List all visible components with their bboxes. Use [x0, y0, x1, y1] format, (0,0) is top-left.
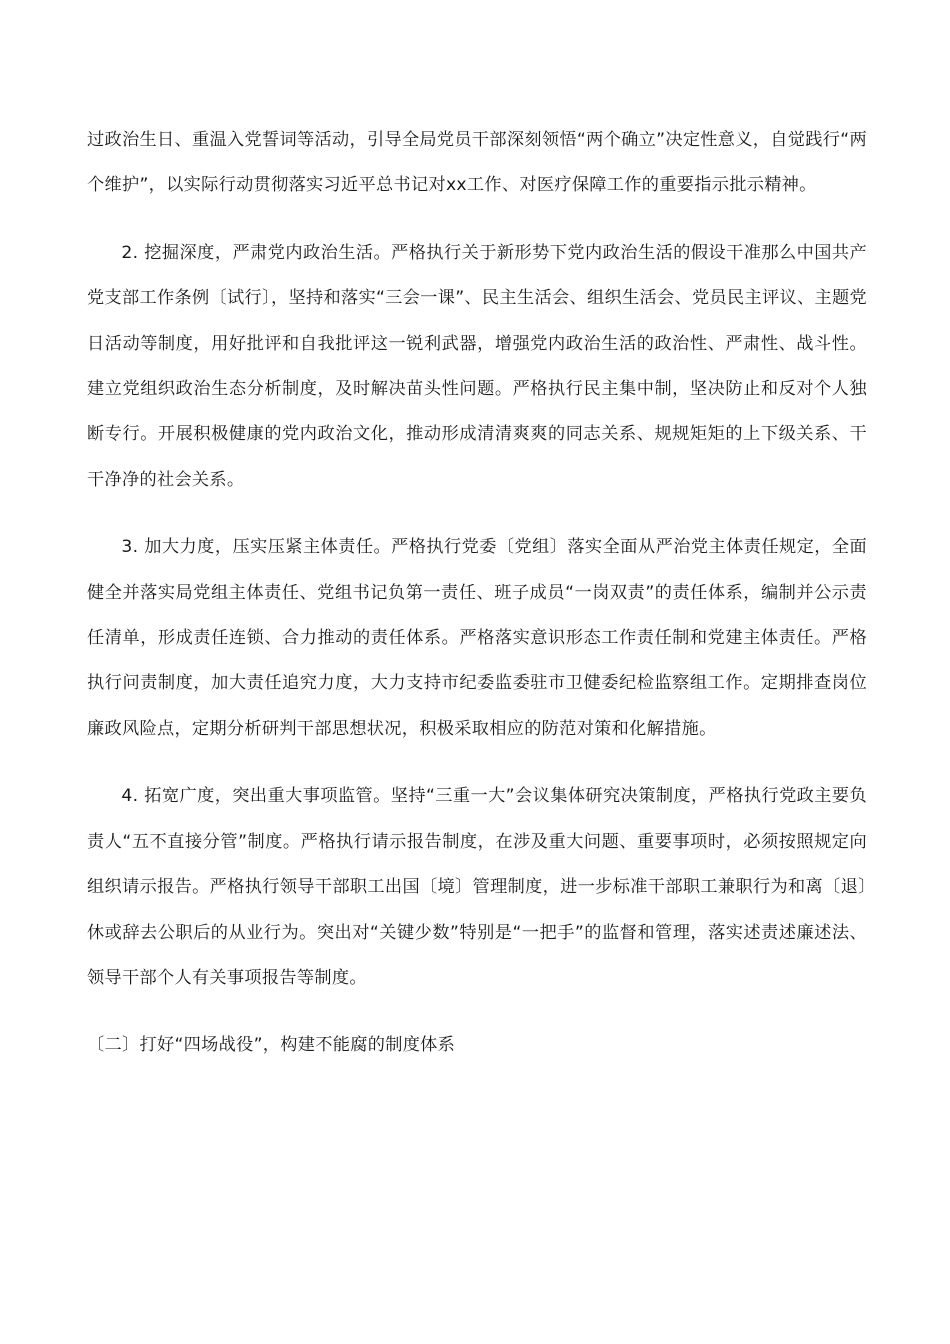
paragraph-spacer	[87, 209, 867, 231]
paragraph-spacer	[87, 752, 867, 774]
section-heading: 〔二〕打好“四场战役”，构建不能腐的制度体系	[87, 1035, 456, 1056]
paragraph-continuation: 过政治生日、重温入党誓词等活动，引导全局党员干部深刻领悟“两个确立”决定性意义，自觉践行“两个维护”，以实际行动贯彻落实习近平总书记对xx工作、对医疗保障工作的重要指示批示精神。	[87, 130, 867, 196]
document-body	[87, 118, 867, 1069]
paragraph-spacer	[87, 503, 867, 525]
paragraph-item-3: 3. 加大力度，压实压紧主体责任。严格执行党委〔党组〕落实全面从严治党主体责任规定，全面健全并落实局党组主体责任、党组书记负第一责任、班子成员“一岗双责”的责任体系，编制并公示责任清单，形成责任连锁、合力推动的责任体系。严格落实意识形态工作责任制和党建主体责任。严格执行问责制度，加大责任追究力度，大力支持市纪委监委驻市卫健委纪检监察组工作。定期排查岗位廉政风险点，定期分析研判干部思想状况，积极采取相应的防范对策和化解措施。	[87, 537, 867, 739]
paragraph-item-2: 2. 挖掘深度，严肃党内政治生活。严格执行关于新形势下党内政治生活的假设干准那么中国共产党支部工作条例〔试行〕，坚持和落实“三会一课”、民主生活会、组织生活会、党员民主评议、主题党日活动等制度，用好批评和自我批评这一锐利武器，增强党内政治生活的政治性、严肃性、战斗性。建立党组织政治生态分析制度，及时解决苗头性问题。严格执行民主集中制，坚决防止和反对个人独断专行。开展积极健康的党内政治文化，推动形成清清爽爽的同志关系、规规矩矩的上下级关系、干干净净的社会关系。	[87, 242, 867, 490]
paragraph-item-4: 4. 拓宽广度，突出重大事项监管。坚持“三重一大”会议集体研究决策制度，严格执行党政主要负责人“五不直接分管”制度。严格执行请示报告制度，在涉及重大问题、重要事项时，必须按照规定向组织请示报告。严格执行领导干部职工出国〔境〕管理制度，进一步标准干部职工兼职行为和离〔退〕休或辞去公职后的从业行为。突出对“关键少数”特别是“一把手”的监督和管理，落实述责述廉述法、领导干部个人有关事项报告等制度。	[87, 786, 867, 988]
paragraph-spacer	[87, 1001, 867, 1023]
